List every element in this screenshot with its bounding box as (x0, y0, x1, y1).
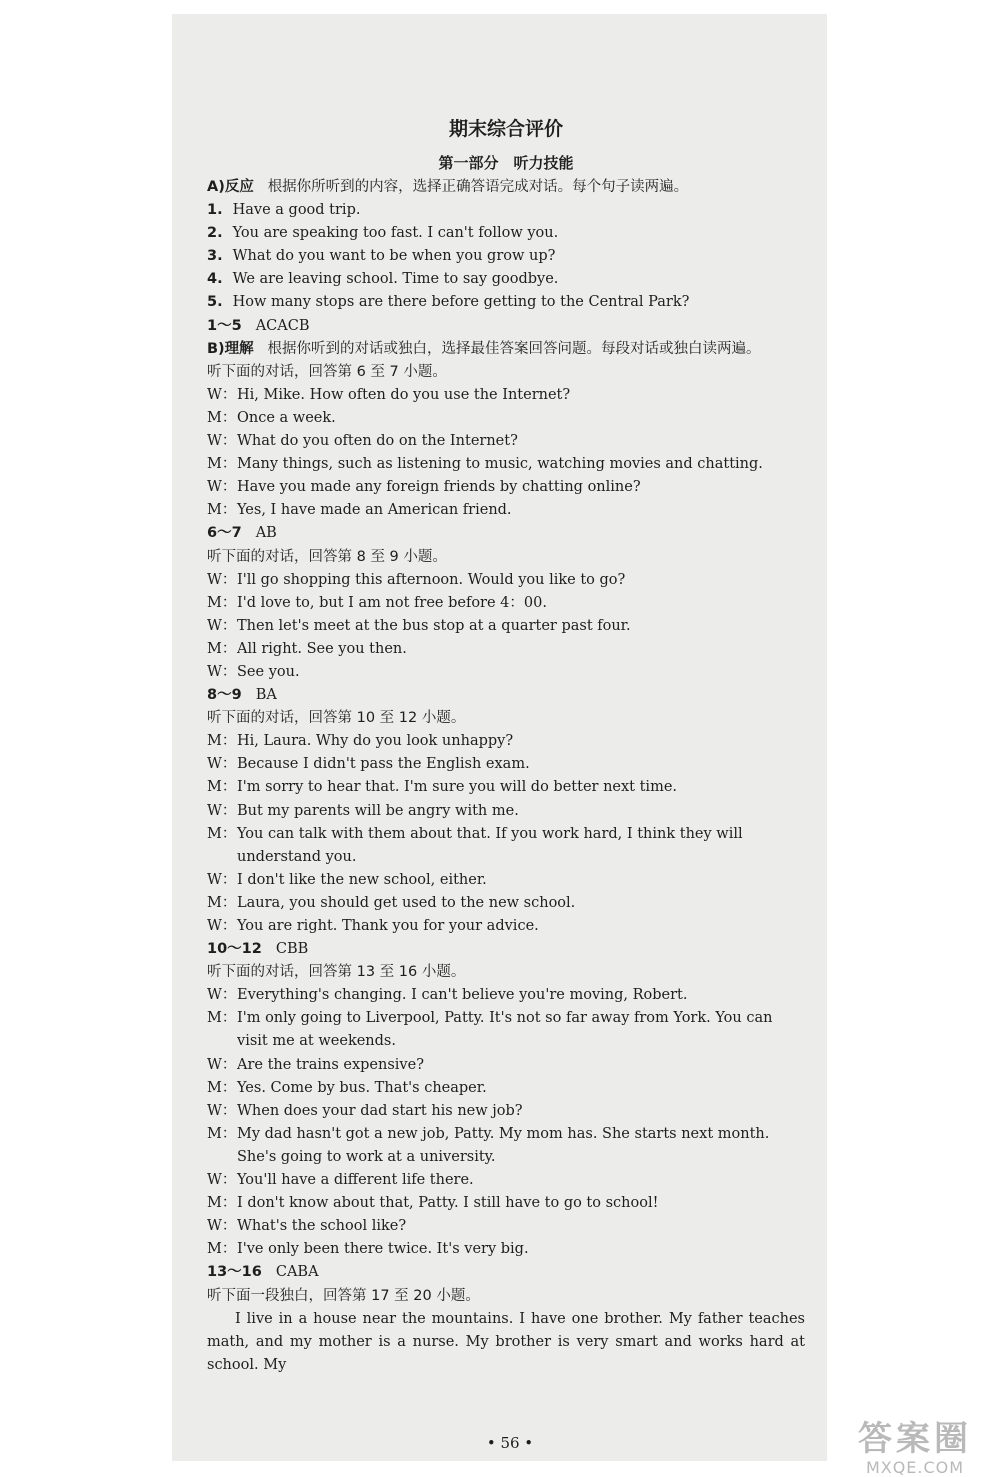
speaker-label: W： (207, 756, 237, 773)
dialogue-line (207, 476, 805, 499)
section-a-instruction: 根据你所听到的内容，选择正确答语完成对话。每个句子读两遍。 (267, 179, 689, 195)
utterance: I'm only going to Liverpool, Patty. It's not so far away from York. You can visit me at weekends. (237, 1010, 773, 1050)
list-item (207, 291, 805, 314)
list-item (207, 245, 805, 268)
dialogue-intro: 听下面的对话，回答第 13 至 16 小题。 (207, 964, 466, 981)
speaker-label: W： (207, 1218, 237, 1235)
item-text: Have a good trip. (232, 202, 361, 219)
dialogue-line (207, 615, 805, 638)
dialogue-line (207, 1169, 805, 1192)
dialogue-line (207, 800, 805, 823)
monologue-text: I live in a house near the mountains. I have one brother. My father teaches math, and my mother is a nurse. My brother is very smart and works hard at school. My (207, 1310, 805, 1373)
dialogue-line (207, 823, 805, 869)
utterance: Yes, I have made an American friend. (237, 502, 512, 519)
section-b-header (207, 338, 805, 361)
utterance: My dad hasn't got a new job, Patty. My mom has. She starts next month. She's going to work at a university. (237, 1125, 770, 1165)
utterance: Hi, Laura. Why do you look unhappy? (237, 733, 514, 750)
speaker-label: W： (207, 571, 237, 588)
speaker-label: M： (207, 1010, 237, 1027)
item-number: 1. (207, 202, 223, 219)
section-b-label: B)理解 (207, 340, 254, 357)
page-number: • 56 • (486, 1434, 534, 1452)
item-text: We are leaving school. Time to say goodbye. (232, 271, 559, 288)
item-number: 2. (207, 225, 223, 242)
dialogue-line (207, 569, 805, 592)
answer-line (207, 315, 805, 338)
section-subtitle: 第一部分 听力技能 (438, 154, 574, 172)
speaker-label: W： (207, 1172, 237, 1189)
section-a-label: A)反应 (207, 179, 254, 195)
dialogue-line (207, 638, 805, 661)
dialogue-line (207, 869, 805, 892)
utterance: When does your dad start his new job? (237, 1102, 523, 1119)
answer-value: CABA (275, 1264, 319, 1281)
dialogue-line (207, 1054, 805, 1077)
list-item (207, 222, 805, 245)
speaker-label: W： (207, 1102, 237, 1119)
list-item (207, 268, 805, 291)
answer-range: 6～7 (207, 525, 242, 542)
dialogue-line (207, 776, 805, 799)
utterance: Laura, you should get used to the new school. (237, 894, 576, 911)
speaker-label: M： (207, 409, 237, 426)
speaker-label: W： (207, 386, 237, 403)
speaker-label: M： (207, 1079, 237, 1096)
answer-value: CBB (275, 941, 309, 958)
list-item (207, 199, 805, 222)
dialogue-line (207, 1077, 805, 1100)
answer-line (207, 938, 805, 961)
utterance: You can talk with them about that. If you work hard, I think they will understand you. (237, 825, 743, 865)
dialogue-line (207, 592, 805, 615)
section-b-instruction: 根据你听到的对话或独白，选择最佳答案回答问题。每段对话或独白读两遍。 (267, 340, 761, 357)
dialogue-line (207, 1123, 805, 1169)
speaker-label: W： (207, 617, 237, 634)
dialogue-line (207, 915, 805, 938)
answer-range: 1～5 (207, 317, 242, 334)
speaker-label: W： (207, 918, 237, 934)
page-title: 期末综合评价 (448, 118, 563, 140)
speaker-label: M： (207, 1125, 237, 1142)
dialogue-line (207, 1100, 805, 1123)
site-watermark (840, 1420, 990, 1477)
item-text: How many stops are there before getting to the Central Park? (232, 294, 690, 311)
speaker-label: M： (207, 502, 237, 519)
answer-line (207, 522, 805, 545)
utterance: Are the trains expensive? (237, 1056, 424, 1073)
utterance: I'll go shopping this afternoon. Would you like to go? (237, 571, 626, 588)
speaker-label: M： (207, 1195, 237, 1212)
dialogue-line (207, 984, 805, 1007)
speaker-label: W： (207, 663, 237, 680)
speaker-label: M： (207, 733, 237, 750)
answer-value: ACACB (255, 317, 310, 334)
utterance: Everything's changing. I can't believe you're moving, Robert. (237, 987, 688, 1004)
dialogue-line (207, 892, 805, 915)
watermark-logo: 答案圈 (858, 1419, 972, 1459)
utterance: I'd love to, but I am not free before 4：00. (237, 594, 547, 611)
monologue-intro: 听下面一段独白，回答第 17 至 20 小题。 (207, 1287, 480, 1304)
item-number: 3. (207, 248, 223, 265)
speaker-label: M： (207, 640, 237, 657)
dialogue-intro: 听下面的对话，回答第 6 至 7 小题。 (207, 363, 447, 380)
answer-line (207, 1261, 805, 1284)
item-number: 4. (207, 271, 223, 288)
dialogue-line (207, 661, 805, 684)
speaker-label: W： (207, 479, 237, 496)
utterance: All right. See you then. (237, 640, 407, 657)
dialogue-line (207, 1192, 805, 1215)
dialogue-line (207, 753, 805, 776)
dialogue-line (207, 384, 805, 407)
utterance: What's the school like? (237, 1218, 407, 1235)
dialogue-line (207, 1007, 805, 1053)
item-text: What do you want to be when you grow up? (232, 248, 556, 265)
dialogue-line (207, 453, 805, 476)
utterance: What do you often do on the Internet? (237, 433, 518, 450)
answer-range: 13～16 (207, 1264, 262, 1281)
utterance: I've only been there twice. It's very big. (237, 1241, 529, 1258)
dialogue-line (207, 1215, 805, 1238)
utterance: Hi, Mike. How often do you use the Internet? (237, 386, 571, 403)
speaker-label: M： (207, 825, 237, 842)
speaker-label: M： (207, 1241, 237, 1258)
utterance: See you. (237, 663, 300, 680)
utterance: I'm sorry to hear that. I'm sure you will do better next time. (237, 779, 678, 796)
speaker-label: W： (207, 433, 237, 450)
speaker-label: W： (207, 802, 237, 819)
dialogue-line (207, 430, 805, 453)
answer-range: 10～12 (207, 941, 262, 958)
dialogue-line (207, 730, 805, 753)
dialogue-line (207, 407, 805, 430)
dialogue-line (207, 1238, 805, 1261)
utterance: Then let's meet at the bus stop at a quarter past four. (237, 617, 631, 634)
document-body (207, 112, 805, 1377)
speaker-label: M： (207, 894, 237, 911)
dialogue-intro: 听下面的对话，回答第 8 至 9 小题。 (207, 548, 447, 565)
utterance: But my parents will be angry with me. (237, 802, 519, 819)
watermark-url: MXQE.COM (865, 1458, 965, 1477)
speaker-label: M： (207, 456, 237, 473)
item-number: 5. (207, 294, 223, 311)
utterance: Yes. Come by bus. That's cheaper. (237, 1079, 487, 1096)
utterance: You'll have a different life there. (237, 1172, 474, 1189)
answer-value: AB (255, 525, 277, 542)
speaker-label: W： (207, 871, 237, 888)
utterance: You are right. Thank you for your advice. (237, 918, 539, 934)
dialogue-intro: 听下面的对话，回答第 10 至 12 小题。 (207, 710, 466, 727)
answer-range: 8～9 (207, 687, 242, 704)
speaker-label: M： (207, 594, 237, 611)
dialogue-line (207, 499, 805, 522)
utterance: Have you made any foreign friends by chatting online? (237, 479, 641, 496)
utterance: I don't know about that, Patty. I still have to go to school! (237, 1195, 659, 1212)
speaker-label: M： (207, 779, 237, 796)
item-text: You are speaking too fast. I can't follow you. (232, 225, 559, 242)
answer-value: BA (255, 687, 277, 704)
utterance: Once a week. (237, 409, 336, 426)
utterance: Many things, such as listening to music, watching movies and chatting. (237, 456, 763, 473)
utterance: I don't like the new school, either. (237, 871, 487, 888)
speaker-label: W： (207, 987, 237, 1004)
section-a-header (207, 176, 805, 199)
answer-line (207, 684, 805, 707)
utterance: Because I didn't pass the English exam. (237, 756, 530, 773)
speaker-label: W： (207, 1056, 237, 1073)
